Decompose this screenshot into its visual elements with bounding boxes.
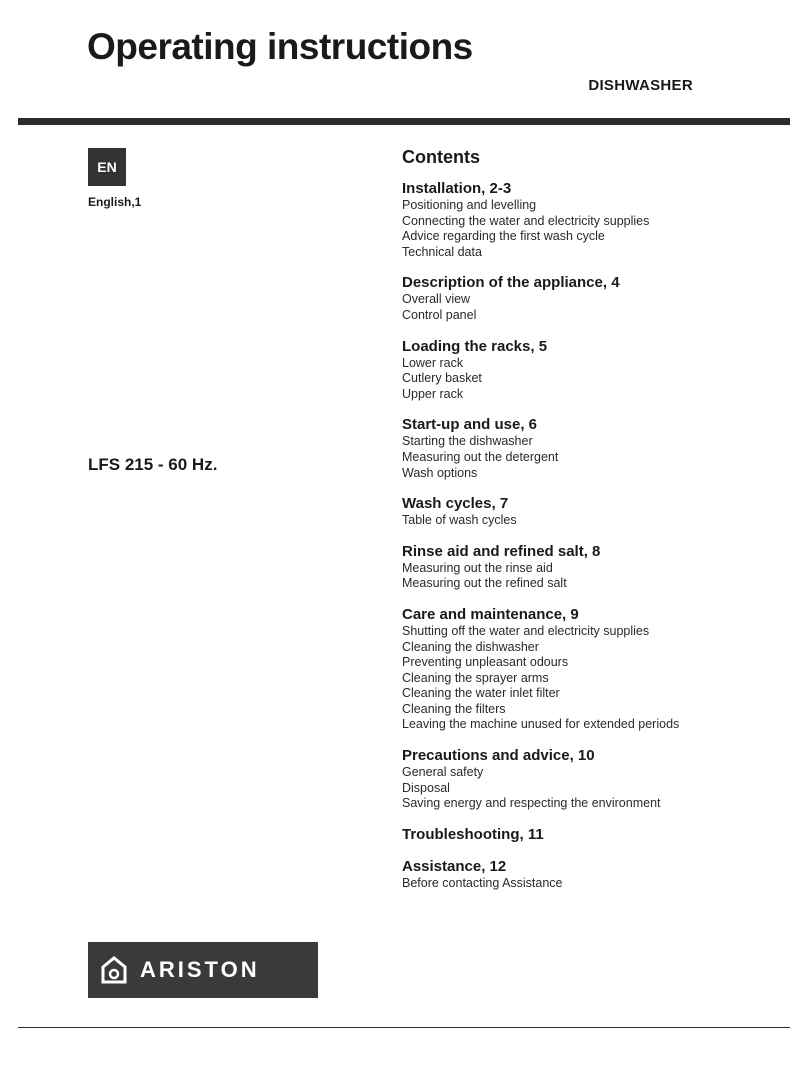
toc-section xyxy=(402,747,802,812)
toc-section-title: Description of the appliance, 4 xyxy=(402,274,620,292)
toc-section xyxy=(402,274,802,323)
toc-list xyxy=(402,180,802,891)
toc-item: Measuring out the detergent xyxy=(402,449,559,464)
house-icon xyxy=(100,955,128,985)
toc-item: Leaving the machine unused for extended periods xyxy=(402,717,680,732)
bottom-divider xyxy=(18,1027,790,1028)
toc-item: Table of wash cycles xyxy=(402,513,517,528)
toc-item: Cleaning the sprayer arms xyxy=(402,670,549,685)
toc-item: Preventing unpleasant odours xyxy=(402,655,569,670)
toc-section xyxy=(402,606,802,733)
toc-item: Cleaning the water inlet filter xyxy=(402,686,560,701)
language-badge: EN xyxy=(88,148,126,186)
language-pages: English,1 xyxy=(88,195,142,209)
toc-section-title: Precautions and advice, 10 xyxy=(402,747,595,765)
toc-section xyxy=(402,826,802,844)
brand-name: ARISTON xyxy=(140,957,260,982)
toc-item: Control panel xyxy=(402,307,477,322)
toc-item: Cleaning the dishwasher xyxy=(402,639,539,654)
toc-item: Starting the dishwasher xyxy=(402,434,533,449)
brand-logo xyxy=(88,942,318,998)
page-title: Operating instructions xyxy=(87,26,473,67)
toc-section xyxy=(402,180,802,260)
toc-item: Saving energy and respecting the environment xyxy=(402,796,661,811)
toc-item: Shutting off the water and electricity supplies xyxy=(402,623,650,638)
toc-item: Connecting the water and electricity supplies xyxy=(402,213,650,228)
toc-section xyxy=(402,416,802,481)
toc-item: Cutlery basket xyxy=(402,371,482,386)
product-type: DISHWASHER xyxy=(588,77,693,94)
toc-section-title: Start-up and use, 6 xyxy=(402,416,538,434)
toc-item: Measuring out the refined salt xyxy=(402,576,567,591)
toc-section-title: Wash cycles, 7 xyxy=(402,495,509,513)
toc-item: Disposal xyxy=(402,780,450,795)
toc-section-title: Loading the racks, 5 xyxy=(402,337,548,355)
toc-section-title: Installation, 2-3 xyxy=(402,180,512,197)
toc-section xyxy=(402,338,802,403)
toc-section-title: Rinse aid and refined salt, 8 xyxy=(402,542,601,560)
model-name: LFS 215 - 60 Hz. xyxy=(88,455,218,474)
toc-item: Overall view xyxy=(402,292,471,307)
toc-section xyxy=(402,543,802,592)
toc-item: Lower rack xyxy=(402,355,464,370)
toc-item: Measuring out the rinse aid xyxy=(402,560,553,575)
toc-item: Cleaning the filters xyxy=(402,701,506,716)
toc-item: Wash options xyxy=(402,465,478,480)
toc-item: Advice regarding the first wash cycle xyxy=(402,229,605,244)
toc-section-title: Assistance, 12 xyxy=(402,857,507,875)
toc-item: Before contacting Assistance xyxy=(402,875,563,890)
top-divider xyxy=(18,118,790,125)
toc-section xyxy=(402,858,802,892)
toc-item: Upper rack xyxy=(402,386,464,401)
toc-section-title: Troubleshooting, 11 xyxy=(402,825,544,843)
toc-item: Positioning and levelling xyxy=(402,198,537,212)
toc-item: Technical data xyxy=(402,244,482,259)
contents xyxy=(402,147,802,905)
toc-section-title: Care and maintenance, 9 xyxy=(402,605,579,623)
toc-item: General safety xyxy=(402,765,484,780)
contents-heading: Contents xyxy=(402,147,480,167)
toc-section xyxy=(402,495,802,529)
